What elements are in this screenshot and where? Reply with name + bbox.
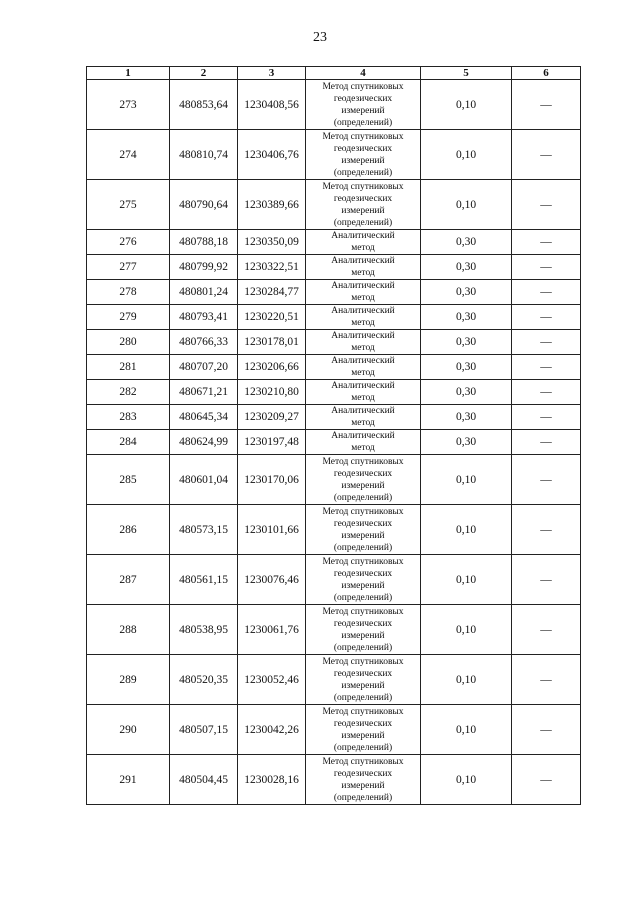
- method-line: метод: [351, 368, 375, 378]
- dash-mark: —: [540, 236, 552, 248]
- accuracy-cell: 0,30: [421, 380, 512, 405]
- dash-mark: —: [540, 261, 552, 273]
- table-body: [87, 80, 581, 805]
- x-coordinate-cell: 480707,20: [170, 355, 238, 380]
- x-coordinate-cell: 480799,92: [170, 255, 238, 280]
- description-cell: [512, 380, 581, 405]
- method-line: Метод спутниковых: [322, 456, 404, 467]
- description-cell: [512, 555, 581, 605]
- accuracy-cell: 0,10: [421, 605, 512, 655]
- x-coordinate-cell: 480507,15: [170, 705, 238, 755]
- method-line: Аналитический: [331, 431, 395, 441]
- method-cell: [306, 380, 421, 405]
- method-cell: [306, 655, 421, 705]
- method-line: измерений: [341, 480, 385, 491]
- table-row: [87, 255, 581, 280]
- coordinates-table: [86, 66, 581, 805]
- description-cell: [512, 430, 581, 455]
- column-header-5: 5: [421, 67, 512, 80]
- accuracy-cell: 0,10: [421, 80, 512, 130]
- page-number: 23: [313, 30, 327, 45]
- method-line: геодезических: [333, 768, 393, 779]
- method-line: Метод спутниковых: [322, 756, 404, 767]
- y-coordinate-cell: 1230028,16: [238, 755, 306, 805]
- point-number-cell: 282: [87, 380, 170, 405]
- method-cell: [306, 130, 421, 180]
- y-coordinate-cell: 1230101,66: [238, 505, 306, 555]
- method-line: метод: [351, 393, 375, 403]
- column-header-2: 2: [170, 67, 238, 80]
- dash-mark: —: [540, 573, 552, 586]
- method-line: Метод спутниковых: [322, 131, 404, 142]
- method-line: метод: [351, 443, 375, 453]
- dash-mark: —: [540, 386, 552, 398]
- y-coordinate-cell: 1230061,76: [238, 605, 306, 655]
- y-coordinate-cell: 1230052,46: [238, 655, 306, 705]
- method-line: Аналитический: [331, 231, 395, 241]
- description-cell: [512, 305, 581, 330]
- dash-mark: —: [540, 148, 552, 161]
- method-cell: [306, 555, 421, 605]
- column-header-1: 1: [87, 67, 170, 80]
- y-coordinate-cell: 1230408,56: [238, 80, 306, 130]
- method-cell: [306, 355, 421, 380]
- method-line: (определений): [333, 217, 393, 228]
- accuracy-cell: 0,10: [421, 755, 512, 805]
- method-cell: [306, 80, 421, 130]
- dash-mark: —: [540, 773, 552, 786]
- method-line: метод: [351, 293, 375, 303]
- y-coordinate-cell: 1230284,77: [238, 280, 306, 305]
- point-number-cell: 279: [87, 305, 170, 330]
- table-row: [87, 230, 581, 255]
- dash-mark: —: [540, 336, 552, 348]
- y-coordinate-cell: 1230170,06: [238, 455, 306, 505]
- method-cell: [306, 330, 421, 355]
- description-cell: [512, 130, 581, 180]
- method-line: (определений): [333, 592, 393, 603]
- dash-mark: —: [540, 523, 552, 536]
- method-cell: [306, 405, 421, 430]
- x-coordinate-cell: 480853,64: [170, 80, 238, 130]
- point-number-cell: 275: [87, 180, 170, 230]
- accuracy-cell: 0,30: [421, 230, 512, 255]
- table-row: [87, 130, 581, 180]
- method-line: геодезических: [333, 93, 393, 104]
- point-number-cell: 287: [87, 555, 170, 605]
- method-line: Метод спутниковых: [322, 556, 404, 567]
- method-line: геодезических: [333, 668, 393, 679]
- method-cell: [306, 180, 421, 230]
- dash-mark: —: [540, 623, 552, 636]
- dash-mark: —: [540, 98, 552, 111]
- x-coordinate-cell: 480788,18: [170, 230, 238, 255]
- method-line: Метод спутниковых: [322, 181, 404, 192]
- accuracy-cell: 0,10: [421, 130, 512, 180]
- method-line: (определений): [333, 542, 393, 553]
- description-cell: [512, 755, 581, 805]
- method-line: Аналитический: [331, 381, 395, 391]
- point-number-cell: 288: [87, 605, 170, 655]
- table-row: [87, 605, 581, 655]
- dash-mark: —: [540, 723, 552, 736]
- dash-mark: —: [540, 286, 552, 298]
- y-coordinate-cell: 1230350,09: [238, 230, 306, 255]
- table-row: [87, 555, 581, 605]
- dash-mark: —: [540, 473, 552, 486]
- x-coordinate-cell: 480766,33: [170, 330, 238, 355]
- table-row: [87, 430, 581, 455]
- x-coordinate-cell: 480573,15: [170, 505, 238, 555]
- method-line: измерений: [341, 780, 385, 791]
- dash-mark: —: [540, 411, 552, 423]
- method-cell: [306, 755, 421, 805]
- method-line: геодезических: [333, 618, 393, 629]
- table-header-row: [87, 67, 581, 80]
- method-line: измерений: [341, 155, 385, 166]
- method-line: (определений): [333, 117, 393, 128]
- method-line: измерений: [341, 630, 385, 641]
- table-row: [87, 280, 581, 305]
- table-row: [87, 655, 581, 705]
- point-number-cell: 273: [87, 80, 170, 130]
- x-coordinate-cell: 480790,64: [170, 180, 238, 230]
- point-number-cell: 280: [87, 330, 170, 355]
- method-line: геодезических: [333, 143, 393, 154]
- y-coordinate-cell: 1230042,26: [238, 705, 306, 755]
- method-cell: [306, 505, 421, 555]
- column-header-3: 3: [238, 67, 306, 80]
- accuracy-cell: 0,10: [421, 505, 512, 555]
- x-coordinate-cell: 480793,41: [170, 305, 238, 330]
- method-line: геодезических: [333, 468, 393, 479]
- x-coordinate-cell: 480671,21: [170, 380, 238, 405]
- table-row: [87, 305, 581, 330]
- point-number-cell: 276: [87, 230, 170, 255]
- point-number-cell: 278: [87, 280, 170, 305]
- table-row: [87, 330, 581, 355]
- method-line: Аналитический: [331, 406, 395, 416]
- method-line: (определений): [333, 692, 393, 703]
- dash-mark: —: [540, 311, 552, 323]
- x-coordinate-cell: 480810,74: [170, 130, 238, 180]
- method-line: Аналитический: [331, 331, 395, 341]
- x-coordinate-cell: 480601,04: [170, 455, 238, 505]
- description-cell: [512, 455, 581, 505]
- method-line: измерений: [341, 580, 385, 591]
- point-number-cell: 290: [87, 705, 170, 755]
- x-coordinate-cell: 480801,24: [170, 280, 238, 305]
- y-coordinate-cell: 1230206,66: [238, 355, 306, 380]
- accuracy-cell: 0,30: [421, 330, 512, 355]
- accuracy-cell: 0,10: [421, 180, 512, 230]
- method-line: Метод спутниковых: [322, 606, 404, 617]
- method-line: геодезических: [333, 518, 393, 529]
- method-line: метод: [351, 243, 375, 253]
- y-coordinate-cell: 1230406,76: [238, 130, 306, 180]
- dash-mark: —: [540, 361, 552, 373]
- y-coordinate-cell: 1230322,51: [238, 255, 306, 280]
- description-cell: [512, 705, 581, 755]
- method-line: (определений): [333, 167, 393, 178]
- table-row: [87, 380, 581, 405]
- method-line: геодезических: [333, 718, 393, 729]
- accuracy-cell: 0,30: [421, 305, 512, 330]
- description-cell: [512, 355, 581, 380]
- dash-mark: —: [540, 198, 552, 211]
- table-row: [87, 455, 581, 505]
- description-cell: [512, 230, 581, 255]
- table-row: [87, 405, 581, 430]
- point-number-cell: 285: [87, 455, 170, 505]
- description-cell: [512, 605, 581, 655]
- x-coordinate-cell: 480538,95: [170, 605, 238, 655]
- accuracy-cell: 0,30: [421, 255, 512, 280]
- point-number-cell: 286: [87, 505, 170, 555]
- method-line: измерений: [341, 730, 385, 741]
- x-coordinate-cell: 480624,99: [170, 430, 238, 455]
- method-cell: [306, 280, 421, 305]
- y-coordinate-cell: 1230220,51: [238, 305, 306, 330]
- accuracy-cell: 0,10: [421, 705, 512, 755]
- method-line: (определений): [333, 642, 393, 653]
- method-line: (определений): [333, 792, 393, 803]
- method-cell: [306, 230, 421, 255]
- method-line: (определений): [333, 742, 393, 753]
- table-row: [87, 505, 581, 555]
- method-line: измерений: [341, 205, 385, 216]
- x-coordinate-cell: 480504,45: [170, 755, 238, 805]
- dash-mark: —: [540, 436, 552, 448]
- method-line: измерений: [341, 530, 385, 541]
- accuracy-cell: 0,10: [421, 655, 512, 705]
- point-number-cell: 274: [87, 130, 170, 180]
- y-coordinate-cell: 1230210,80: [238, 380, 306, 405]
- method-cell: [306, 455, 421, 505]
- method-cell: [306, 305, 421, 330]
- point-number-cell: 277: [87, 255, 170, 280]
- description-cell: [512, 80, 581, 130]
- y-coordinate-cell: 1230209,27: [238, 405, 306, 430]
- description-cell: [512, 255, 581, 280]
- dash-mark: —: [540, 673, 552, 686]
- accuracy-cell: 0,10: [421, 455, 512, 505]
- y-coordinate-cell: 1230389,66: [238, 180, 306, 230]
- column-header-4: 4: [306, 67, 421, 80]
- x-coordinate-cell: 480520,35: [170, 655, 238, 705]
- y-coordinate-cell: 1230076,46: [238, 555, 306, 605]
- method-cell: [306, 705, 421, 755]
- method-line: Метод спутниковых: [322, 656, 404, 667]
- method-line: метод: [351, 418, 375, 428]
- method-line: метод: [351, 343, 375, 353]
- y-coordinate-cell: 1230197,48: [238, 430, 306, 455]
- method-line: Аналитический: [331, 256, 395, 266]
- table-row: [87, 355, 581, 380]
- description-cell: [512, 280, 581, 305]
- method-line: Метод спутниковых: [322, 81, 404, 92]
- table-row: [87, 755, 581, 805]
- method-line: Аналитический: [331, 356, 395, 366]
- method-line: Метод спутниковых: [322, 706, 404, 717]
- method-line: измерений: [341, 680, 385, 691]
- method-line: Аналитический: [331, 281, 395, 291]
- table-row: [87, 180, 581, 230]
- description-cell: [512, 505, 581, 555]
- method-cell: [306, 605, 421, 655]
- table-row: [87, 80, 581, 130]
- description-cell: [512, 330, 581, 355]
- method-line: метод: [351, 318, 375, 328]
- method-line: геодезических: [333, 568, 393, 579]
- table-row: [87, 705, 581, 755]
- method-line: измерений: [341, 105, 385, 116]
- description-cell: [512, 655, 581, 705]
- point-number-cell: 291: [87, 755, 170, 805]
- method-line: геодезических: [333, 193, 393, 204]
- method-line: Аналитический: [331, 306, 395, 316]
- accuracy-cell: 0,10: [421, 555, 512, 605]
- description-cell: [512, 180, 581, 230]
- column-header-6: 6: [512, 67, 581, 80]
- point-number-cell: 289: [87, 655, 170, 705]
- method-line: метод: [351, 268, 375, 278]
- method-cell: [306, 255, 421, 280]
- accuracy-cell: 0,30: [421, 430, 512, 455]
- accuracy-cell: 0,30: [421, 280, 512, 305]
- point-number-cell: 281: [87, 355, 170, 380]
- method-line: Метод спутниковых: [322, 506, 404, 517]
- method-cell: [306, 430, 421, 455]
- y-coordinate-cell: 1230178,01: [238, 330, 306, 355]
- method-line: (определений): [333, 492, 393, 503]
- point-number-cell: 283: [87, 405, 170, 430]
- x-coordinate-cell: 480561,15: [170, 555, 238, 605]
- x-coordinate-cell: 480645,34: [170, 405, 238, 430]
- accuracy-cell: 0,30: [421, 355, 512, 380]
- point-number-cell: 284: [87, 430, 170, 455]
- description-cell: [512, 405, 581, 430]
- accuracy-cell: 0,30: [421, 405, 512, 430]
